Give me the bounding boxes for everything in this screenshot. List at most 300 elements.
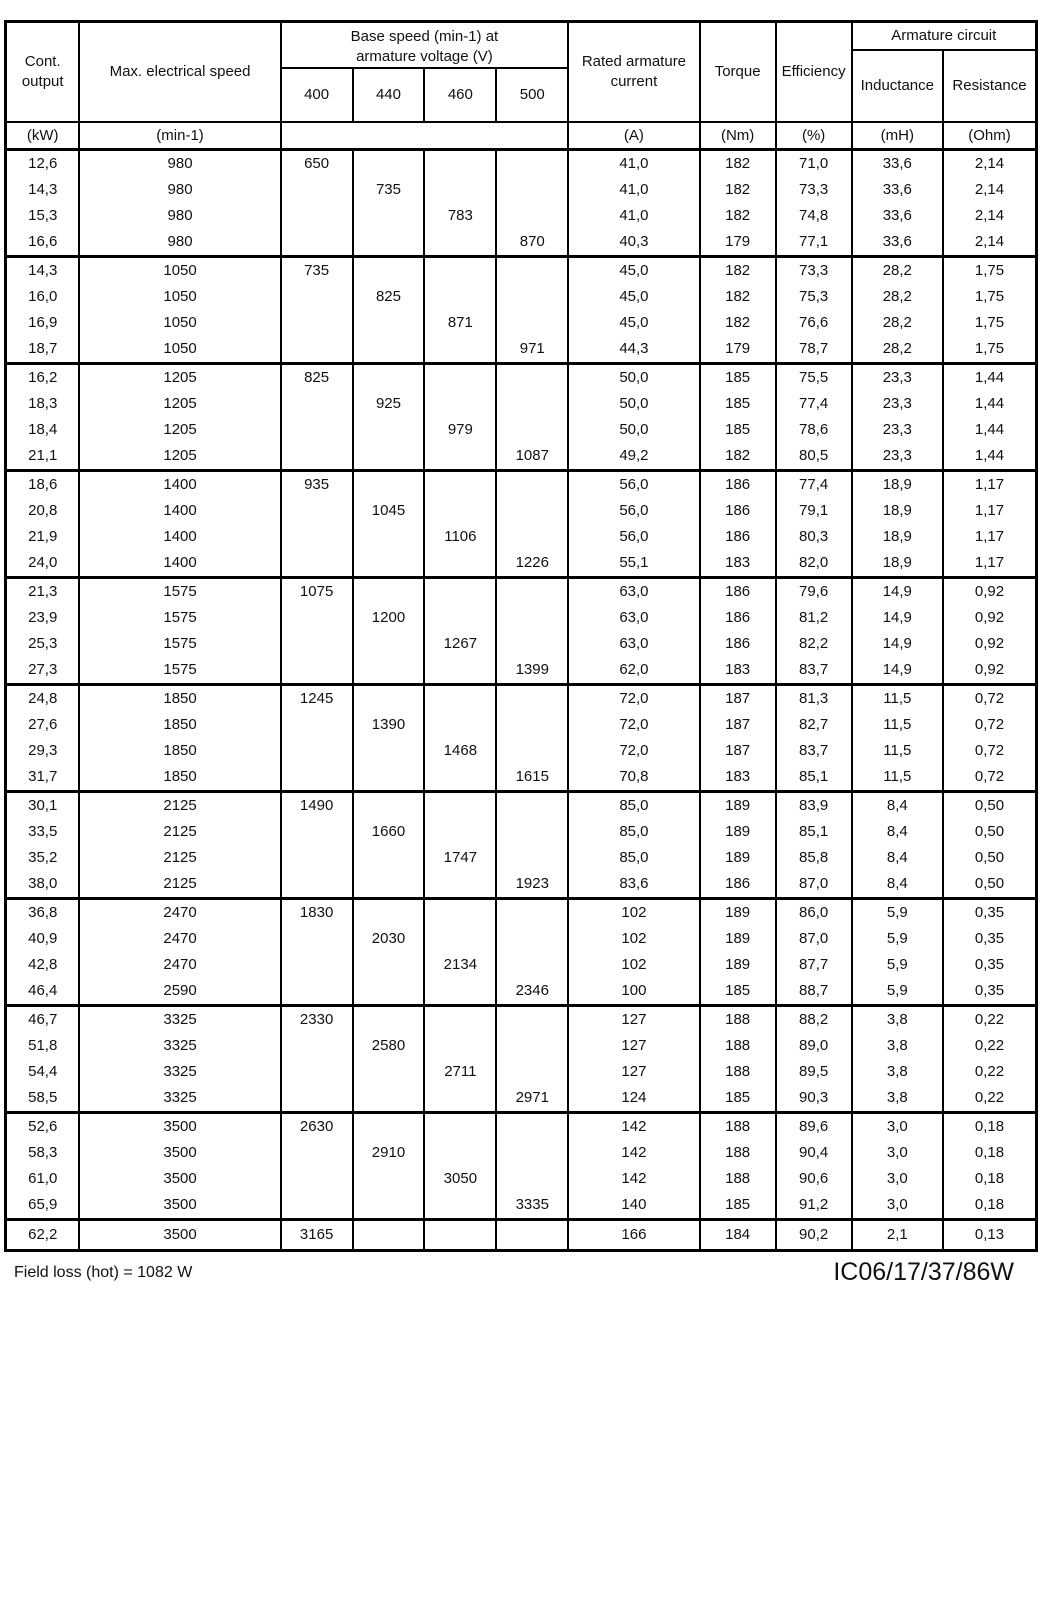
cell-inductance: 11,5 xyxy=(852,738,943,764)
cell-speed-440 xyxy=(353,764,425,792)
cell-efficiency: 73,3 xyxy=(776,257,852,285)
cell-inductance: 8,4 xyxy=(852,871,943,899)
cell-speed-500 xyxy=(496,1113,568,1141)
cell-efficiency: 87,0 xyxy=(776,926,852,952)
table-row xyxy=(6,310,1037,336)
cell-speed-500 xyxy=(496,150,568,178)
cell-max-speed: 1050 xyxy=(79,310,280,336)
cell-efficiency: 77,4 xyxy=(776,391,852,417)
cell-torque: 186 xyxy=(700,498,776,524)
cell-max-speed: 1850 xyxy=(79,712,280,738)
cell-resistance: 2,14 xyxy=(943,203,1037,229)
cell-speed-460 xyxy=(424,792,496,820)
cell-torque: 187 xyxy=(700,738,776,764)
voltage-400-header: 400 xyxy=(281,68,353,122)
table-row xyxy=(6,657,1037,685)
voltage-500-header: 500 xyxy=(496,68,568,122)
cell-output: 16,2 xyxy=(6,364,80,392)
cell-current: 63,0 xyxy=(568,578,699,606)
cell-speed-500 xyxy=(496,845,568,871)
cell-max-speed: 980 xyxy=(79,203,280,229)
cell-speed-460: 3050 xyxy=(424,1166,496,1192)
cell-resistance: 1,75 xyxy=(943,284,1037,310)
cell-output: 52,6 xyxy=(6,1113,80,1141)
cell-speed-440: 1390 xyxy=(353,712,425,738)
cell-speed-440: 2580 xyxy=(353,1033,425,1059)
cell-speed-460: 1106 xyxy=(424,524,496,550)
cell-speed-400: 650 xyxy=(281,150,353,178)
cell-speed-440: 825 xyxy=(353,284,425,310)
unit-torque: (Nm) xyxy=(700,122,776,150)
cell-speed-460 xyxy=(424,1220,496,1251)
cell-current: 124 xyxy=(568,1085,699,1113)
cell-inductance: 3,8 xyxy=(852,1059,943,1085)
cell-max-speed: 1850 xyxy=(79,685,280,713)
cell-resistance: 2,14 xyxy=(943,150,1037,178)
cell-speed-400 xyxy=(281,203,353,229)
cell-max-speed: 1400 xyxy=(79,524,280,550)
cell-torque: 188 xyxy=(700,1059,776,1085)
cell-output: 18,4 xyxy=(6,417,80,443)
cell-output: 30,1 xyxy=(6,792,80,820)
cell-inductance: 23,3 xyxy=(852,364,943,392)
cell-output: 29,3 xyxy=(6,738,80,764)
cell-speed-460 xyxy=(424,871,496,899)
cell-speed-460 xyxy=(424,1006,496,1034)
unit-output: (kW) xyxy=(6,122,80,150)
cell-output: 16,9 xyxy=(6,310,80,336)
cell-resistance: 0,22 xyxy=(943,1085,1037,1113)
cell-speed-440: 1660 xyxy=(353,819,425,845)
table-row xyxy=(6,738,1037,764)
cell-efficiency: 78,7 xyxy=(776,336,852,364)
cell-torque: 189 xyxy=(700,819,776,845)
cell-resistance: 0,18 xyxy=(943,1192,1037,1220)
cell-efficiency: 77,4 xyxy=(776,471,852,499)
cell-speed-440 xyxy=(353,657,425,685)
cell-output: 46,4 xyxy=(6,978,80,1006)
motor-data-table xyxy=(4,20,1038,1252)
cell-current: 85,0 xyxy=(568,792,699,820)
cell-speed-400 xyxy=(281,605,353,631)
cell-speed-400: 1830 xyxy=(281,899,353,927)
cont-output-header: Cont. output xyxy=(6,22,80,123)
cell-current: 40,3 xyxy=(568,229,699,257)
cell-current: 166 xyxy=(568,1220,699,1251)
cell-speed-400 xyxy=(281,177,353,203)
cell-speed-440 xyxy=(353,417,425,443)
cell-output: 24,8 xyxy=(6,685,80,713)
cell-torque: 185 xyxy=(700,1192,776,1220)
cell-speed-440 xyxy=(353,336,425,364)
table-body xyxy=(6,150,1037,1251)
cell-resistance: 0,92 xyxy=(943,631,1037,657)
table-row xyxy=(6,284,1037,310)
cell-speed-460 xyxy=(424,336,496,364)
cell-resistance: 0,72 xyxy=(943,738,1037,764)
cell-torque: 182 xyxy=(700,284,776,310)
cell-max-speed: 2470 xyxy=(79,952,280,978)
resistance-header: Resistance xyxy=(943,50,1037,122)
cell-inductance: 18,9 xyxy=(852,498,943,524)
cell-speed-500 xyxy=(496,1166,568,1192)
cell-efficiency: 75,5 xyxy=(776,364,852,392)
cell-speed-460 xyxy=(424,1192,496,1220)
cell-resistance: 0,13 xyxy=(943,1220,1037,1251)
cell-torque: 189 xyxy=(700,952,776,978)
cell-speed-500 xyxy=(496,605,568,631)
cell-resistance: 0,92 xyxy=(943,657,1037,685)
cell-current: 142 xyxy=(568,1166,699,1192)
cell-inductance: 11,5 xyxy=(852,764,943,792)
cell-speed-440 xyxy=(353,229,425,257)
cell-speed-400 xyxy=(281,712,353,738)
unit-base-speed xyxy=(281,122,569,150)
voltage-460-header: 460 xyxy=(424,68,496,122)
cell-max-speed: 1050 xyxy=(79,336,280,364)
cell-efficiency: 71,0 xyxy=(776,150,852,178)
cell-resistance: 0,22 xyxy=(943,1006,1037,1034)
cell-speed-440 xyxy=(353,1006,425,1034)
cell-efficiency: 75,3 xyxy=(776,284,852,310)
cell-speed-440 xyxy=(353,978,425,1006)
table-row xyxy=(6,952,1037,978)
cell-max-speed: 1205 xyxy=(79,364,280,392)
cell-speed-500: 870 xyxy=(496,229,568,257)
cell-max-speed: 980 xyxy=(79,177,280,203)
table-row xyxy=(6,685,1037,713)
cell-speed-460 xyxy=(424,550,496,578)
cell-speed-500: 1615 xyxy=(496,764,568,792)
cell-speed-400 xyxy=(281,498,353,524)
cell-speed-500 xyxy=(496,257,568,285)
cell-efficiency: 73,3 xyxy=(776,177,852,203)
cell-max-speed: 3500 xyxy=(79,1166,280,1192)
cell-efficiency: 83,7 xyxy=(776,657,852,685)
cell-current: 72,0 xyxy=(568,685,699,713)
cell-efficiency: 82,0 xyxy=(776,550,852,578)
cell-output: 16,6 xyxy=(6,229,80,257)
cell-speed-500 xyxy=(496,952,568,978)
cell-torque: 185 xyxy=(700,978,776,1006)
cell-current: 62,0 xyxy=(568,657,699,685)
cell-resistance: 0,92 xyxy=(943,605,1037,631)
cell-inductance: 3,0 xyxy=(852,1192,943,1220)
cell-speed-440: 925 xyxy=(353,391,425,417)
cell-speed-460 xyxy=(424,1085,496,1113)
table-row xyxy=(6,443,1037,471)
cell-resistance: 1,17 xyxy=(943,524,1037,550)
cell-current: 45,0 xyxy=(568,310,699,336)
cell-torque: 179 xyxy=(700,336,776,364)
cell-speed-440: 2910 xyxy=(353,1140,425,1166)
table-row xyxy=(6,229,1037,257)
cell-efficiency: 85,1 xyxy=(776,819,852,845)
cell-speed-460 xyxy=(424,978,496,1006)
cell-speed-440 xyxy=(353,578,425,606)
cell-speed-400 xyxy=(281,764,353,792)
cell-efficiency: 80,3 xyxy=(776,524,852,550)
table-row xyxy=(6,899,1037,927)
cell-output: 42,8 xyxy=(6,952,80,978)
cell-resistance: 1,75 xyxy=(943,336,1037,364)
cell-speed-400 xyxy=(281,310,353,336)
cell-efficiency: 87,7 xyxy=(776,952,852,978)
cell-speed-500 xyxy=(496,712,568,738)
unit-speed: (min-1) xyxy=(79,122,280,150)
cell-efficiency: 91,2 xyxy=(776,1192,852,1220)
cell-efficiency: 87,0 xyxy=(776,871,852,899)
cell-speed-500: 2971 xyxy=(496,1085,568,1113)
table-row xyxy=(6,336,1037,364)
cell-torque: 188 xyxy=(700,1166,776,1192)
cell-speed-500 xyxy=(496,792,568,820)
cell-current: 140 xyxy=(568,1192,699,1220)
cell-resistance: 1,44 xyxy=(943,364,1037,392)
cell-speed-400 xyxy=(281,952,353,978)
cell-speed-400: 2330 xyxy=(281,1006,353,1034)
cell-speed-460 xyxy=(424,391,496,417)
cell-torque: 185 xyxy=(700,1085,776,1113)
cell-resistance: 0,50 xyxy=(943,792,1037,820)
cell-max-speed: 1050 xyxy=(79,284,280,310)
cell-speed-500 xyxy=(496,1059,568,1085)
cell-output: 14,3 xyxy=(6,257,80,285)
cell-speed-460 xyxy=(424,443,496,471)
cell-speed-460 xyxy=(424,229,496,257)
cell-torque: 183 xyxy=(700,550,776,578)
cell-torque: 186 xyxy=(700,578,776,606)
cell-torque: 183 xyxy=(700,764,776,792)
cell-max-speed: 3325 xyxy=(79,1059,280,1085)
cell-resistance: 1,44 xyxy=(943,443,1037,471)
cell-resistance: 1,44 xyxy=(943,391,1037,417)
cell-speed-500 xyxy=(496,417,568,443)
rated-current-header: Rated armature current xyxy=(568,22,699,123)
table-row xyxy=(6,524,1037,550)
cell-speed-460: 2134 xyxy=(424,952,496,978)
cell-max-speed: 980 xyxy=(79,229,280,257)
cell-speed-460: 1267 xyxy=(424,631,496,657)
cell-torque: 186 xyxy=(700,631,776,657)
cell-efficiency: 81,2 xyxy=(776,605,852,631)
cell-speed-500 xyxy=(496,1006,568,1034)
cell-max-speed: 1850 xyxy=(79,764,280,792)
cell-efficiency: 85,1 xyxy=(776,764,852,792)
cell-current: 127 xyxy=(568,1033,699,1059)
cell-speed-440 xyxy=(353,443,425,471)
cell-speed-500: 1087 xyxy=(496,443,568,471)
cell-current: 50,0 xyxy=(568,391,699,417)
cell-max-speed: 1205 xyxy=(79,417,280,443)
cell-current: 56,0 xyxy=(568,524,699,550)
cell-resistance: 0,35 xyxy=(943,978,1037,1006)
cell-inductance: 11,5 xyxy=(852,685,943,713)
cell-speed-460 xyxy=(424,1113,496,1141)
cell-inductance: 14,9 xyxy=(852,605,943,631)
cell-speed-440 xyxy=(353,1220,425,1251)
cell-efficiency: 82,7 xyxy=(776,712,852,738)
cell-torque: 187 xyxy=(700,712,776,738)
cell-output: 33,5 xyxy=(6,819,80,845)
cell-torque: 182 xyxy=(700,177,776,203)
cell-efficiency: 78,6 xyxy=(776,417,852,443)
cell-inductance: 23,3 xyxy=(852,443,943,471)
cell-speed-400: 935 xyxy=(281,471,353,499)
cell-output: 14,3 xyxy=(6,177,80,203)
cell-output: 36,8 xyxy=(6,899,80,927)
cell-speed-400 xyxy=(281,1033,353,1059)
cell-speed-440: 735 xyxy=(353,177,425,203)
cell-speed-500 xyxy=(496,578,568,606)
cell-inductance: 5,9 xyxy=(852,899,943,927)
field-loss-note: Field loss (hot) = 1082 W xyxy=(14,1264,193,1281)
cell-output: 58,5 xyxy=(6,1085,80,1113)
cell-speed-500 xyxy=(496,738,568,764)
cell-torque: 182 xyxy=(700,203,776,229)
cell-speed-440 xyxy=(353,1085,425,1113)
cell-efficiency: 82,2 xyxy=(776,631,852,657)
cell-speed-440 xyxy=(353,871,425,899)
cell-inductance: 3,8 xyxy=(852,1033,943,1059)
cell-speed-440 xyxy=(353,738,425,764)
cell-max-speed: 980 xyxy=(79,150,280,178)
cell-torque: 189 xyxy=(700,845,776,871)
cell-speed-460: 979 xyxy=(424,417,496,443)
cell-output: 21,3 xyxy=(6,578,80,606)
table-row xyxy=(6,364,1037,392)
cell-max-speed: 2590 xyxy=(79,978,280,1006)
base-speed-header: Base speed (min-1) at armature voltage (V) xyxy=(281,22,569,69)
cell-speed-400 xyxy=(281,229,353,257)
table-row xyxy=(6,578,1037,606)
cell-speed-460: 783 xyxy=(424,203,496,229)
cell-efficiency: 85,8 xyxy=(776,845,852,871)
cell-speed-460 xyxy=(424,471,496,499)
cell-speed-440: 2030 xyxy=(353,926,425,952)
cell-speed-500 xyxy=(496,685,568,713)
cell-speed-440 xyxy=(353,631,425,657)
cell-inductance: 33,6 xyxy=(852,177,943,203)
cell-resistance: 1,75 xyxy=(943,257,1037,285)
cell-torque: 186 xyxy=(700,605,776,631)
table-row xyxy=(6,417,1037,443)
cell-inductance: 33,6 xyxy=(852,203,943,229)
cell-inductance: 3,8 xyxy=(852,1006,943,1034)
cell-output: 58,3 xyxy=(6,1140,80,1166)
cell-current: 55,1 xyxy=(568,550,699,578)
cell-efficiency: 89,0 xyxy=(776,1033,852,1059)
cell-torque: 185 xyxy=(700,364,776,392)
cell-torque: 179 xyxy=(700,229,776,257)
cell-speed-500 xyxy=(496,177,568,203)
cell-output: 18,3 xyxy=(6,391,80,417)
cell-speed-400 xyxy=(281,1059,353,1085)
cell-current: 41,0 xyxy=(568,203,699,229)
units-row xyxy=(6,122,1037,150)
cell-torque: 182 xyxy=(700,257,776,285)
table-row xyxy=(6,819,1037,845)
cell-inductance: 18,9 xyxy=(852,524,943,550)
cell-output: 38,0 xyxy=(6,871,80,899)
cell-speed-500 xyxy=(496,1220,568,1251)
cell-resistance: 0,50 xyxy=(943,845,1037,871)
cell-inductance: 2,1 xyxy=(852,1220,943,1251)
cell-speed-440 xyxy=(353,685,425,713)
cell-max-speed: 3325 xyxy=(79,1006,280,1034)
cell-output: 21,9 xyxy=(6,524,80,550)
cell-speed-500 xyxy=(496,498,568,524)
cell-efficiency: 83,7 xyxy=(776,738,852,764)
unit-efficiency: (%) xyxy=(776,122,852,150)
cell-resistance: 1,17 xyxy=(943,498,1037,524)
cell-output: 12,6 xyxy=(6,150,80,178)
cell-max-speed: 1050 xyxy=(79,257,280,285)
cell-inductance: 28,2 xyxy=(852,310,943,336)
armature-circuit-header: Armature circuit xyxy=(852,22,1037,51)
cell-inductance: 14,9 xyxy=(852,657,943,685)
table-row xyxy=(6,845,1037,871)
cell-speed-400 xyxy=(281,417,353,443)
cell-resistance: 0,18 xyxy=(943,1166,1037,1192)
table-row xyxy=(6,1192,1037,1220)
cell-inductance: 28,2 xyxy=(852,257,943,285)
cell-speed-460 xyxy=(424,498,496,524)
cell-inductance: 8,4 xyxy=(852,845,943,871)
cell-output: 35,2 xyxy=(6,845,80,871)
cell-resistance: 0,92 xyxy=(943,578,1037,606)
cell-resistance: 1,17 xyxy=(943,550,1037,578)
cell-resistance: 0,22 xyxy=(943,1059,1037,1085)
cell-torque: 187 xyxy=(700,685,776,713)
cell-speed-440: 1045 xyxy=(353,498,425,524)
cell-speed-500 xyxy=(496,1140,568,1166)
torque-header: Torque xyxy=(700,22,776,123)
cell-speed-440: 1200 xyxy=(353,605,425,631)
sheet-footer xyxy=(14,1258,1014,1294)
cell-inductance: 8,4 xyxy=(852,819,943,845)
cell-resistance: 1,75 xyxy=(943,310,1037,336)
cell-speed-440 xyxy=(353,550,425,578)
table-row xyxy=(6,203,1037,229)
cell-efficiency: 88,2 xyxy=(776,1006,852,1034)
cell-inductance: 3,0 xyxy=(852,1140,943,1166)
cell-torque: 182 xyxy=(700,310,776,336)
cell-speed-400: 825 xyxy=(281,364,353,392)
cell-speed-440 xyxy=(353,203,425,229)
cell-speed-500: 3335 xyxy=(496,1192,568,1220)
cell-speed-500 xyxy=(496,1033,568,1059)
cell-efficiency: 79,1 xyxy=(776,498,852,524)
cell-max-speed: 1400 xyxy=(79,498,280,524)
cell-current: 50,0 xyxy=(568,364,699,392)
cell-speed-440 xyxy=(353,310,425,336)
cell-max-speed: 2125 xyxy=(79,871,280,899)
table-row xyxy=(6,1140,1037,1166)
cell-output: 18,7 xyxy=(6,336,80,364)
cell-efficiency: 83,9 xyxy=(776,792,852,820)
cell-max-speed: 3500 xyxy=(79,1192,280,1220)
cell-speed-400 xyxy=(281,391,353,417)
cell-output: 62,2 xyxy=(6,1220,80,1251)
cell-speed-400 xyxy=(281,819,353,845)
cell-speed-400: 1245 xyxy=(281,685,353,713)
cell-speed-460 xyxy=(424,926,496,952)
cell-speed-440 xyxy=(353,150,425,178)
cell-output: 65,9 xyxy=(6,1192,80,1220)
unit-current: (A) xyxy=(568,122,699,150)
cell-max-speed: 2470 xyxy=(79,899,280,927)
